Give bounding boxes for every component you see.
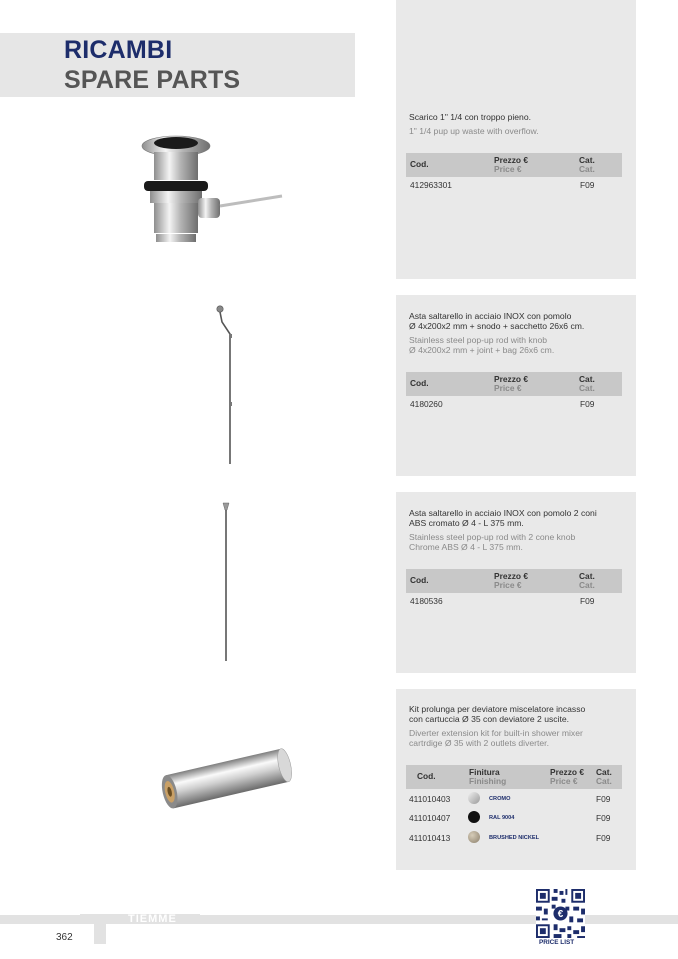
page-number: 362 — [56, 932, 73, 943]
description-en: Diverter extension kit for built-in shower mixer cartrdige Ø 35 with 2 outlets diverter. — [409, 728, 583, 749]
col-cat: Cat. Cat. — [579, 155, 595, 174]
qr-code-icon[interactable] — [536, 889, 585, 938]
table-header — [406, 153, 622, 177]
product-category: F09 — [580, 596, 595, 606]
col-cod: Cod. — [410, 575, 429, 585]
table-header — [406, 569, 622, 593]
finish-label: CROMO — [489, 796, 511, 802]
col-cod: Cod. — [417, 771, 436, 781]
description-it: Kit prolunga per deviatore miscelatore incasso con cartuccia Ø 35 con deviatore 2 uscite. — [409, 704, 586, 725]
product-category: F09 — [580, 399, 595, 409]
product-code: 412963301 — [410, 180, 452, 190]
description-en: Stainless steel pop-up rod with 2 cone knob Chrome ABS Ø 4 - L 375 mm. — [409, 532, 576, 553]
col-price: Prezzo € Price € — [550, 767, 584, 786]
product-code: 411010403 — [409, 794, 451, 804]
col-cat: Cat. Cat. — [579, 571, 595, 590]
description-it: Asta saltarello in acciaio INOX con pomolo Ø 4x200x2 mm + snodo + sacchetto 26x6 cm. — [409, 311, 585, 332]
product-code: 411010413 — [409, 833, 451, 843]
svg-text:€: € — [557, 909, 564, 921]
finish-label: RAL 9004 — [489, 815, 515, 821]
col-price: Prezzo € Price € — [494, 374, 528, 393]
col-cat: Cat. Cat. — [579, 374, 595, 393]
table-header — [406, 372, 622, 396]
col-price: Prezzo € Price € — [494, 571, 528, 590]
product-panel-1 — [396, 0, 636, 279]
product-panel-3 — [396, 492, 636, 673]
brand-name: TIEMME — [128, 913, 177, 925]
product-category: F09 — [596, 813, 611, 823]
description-it: Scarico 1" 1/4 con troppo pieno. — [409, 112, 532, 122]
col-cod: Cod. — [410, 378, 429, 388]
pop-up-rod-cone-image — [218, 501, 234, 663]
product-code: 4180260 — [410, 399, 443, 409]
pop-up-waste-image — [136, 128, 286, 248]
page-title-en: SPARE PARTS — [64, 66, 241, 94]
col-cat: Cat. Cat. — [596, 767, 612, 786]
col-price: Prezzo € Price € — [494, 155, 528, 174]
product-category: F09 — [596, 794, 611, 804]
description-it: Asta saltarello in acciaio INOX con pomolo 2 coni ABS cromato Ø 4 - L 375 mm. — [409, 508, 597, 529]
product-panel-2 — [396, 295, 636, 476]
extension-tube-image — [158, 742, 292, 814]
finish-label: BRUSHED NICKEL — [489, 835, 540, 841]
col-cod: Cod. — [410, 159, 429, 169]
page-title-it: RICAMBI — [64, 36, 173, 64]
product-code: 4180536 — [410, 596, 443, 606]
qr-label: PRICE LIST — [539, 939, 575, 946]
finish-swatch-brushed-nickel — [468, 831, 480, 843]
product-code: 411010407 — [409, 813, 451, 823]
description-en: Stainless steel pop-up rod with knob Ø 4x200x2 mm + joint + bag 26x6 cm. — [409, 335, 555, 356]
finish-swatch-black — [468, 811, 480, 823]
finish-swatch-chrome — [468, 792, 480, 804]
product-panel-4 — [396, 689, 636, 870]
pop-up-rod-knob-image — [210, 304, 240, 468]
description-en: 1" 1/4 pup up waste with overflow. — [409, 126, 539, 136]
product-category: F09 — [580, 180, 595, 190]
table-header — [406, 765, 622, 789]
product-category: F09 — [596, 833, 611, 843]
col-finish: Finitura Finishing — [469, 767, 507, 786]
